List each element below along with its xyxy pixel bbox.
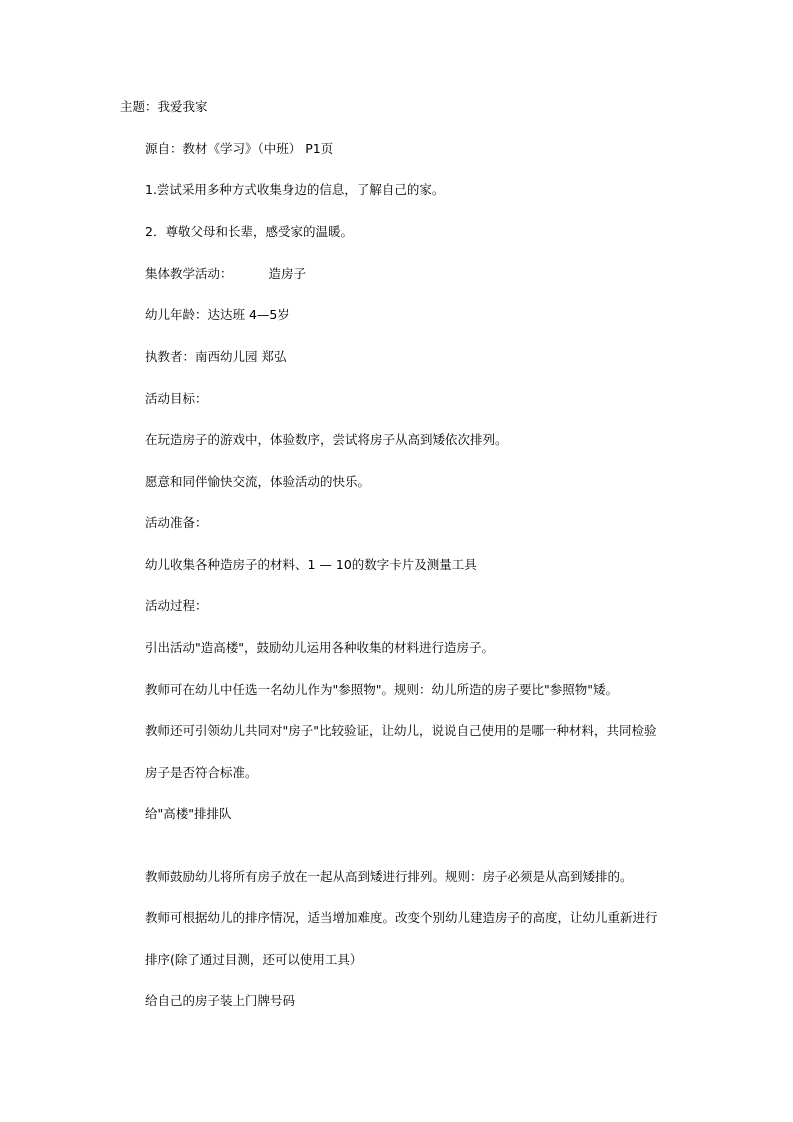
goal-2: 2．尊敬父母和长辈，感受家的温暖。 [145,224,353,239]
process-step-6a: 教师可根据幼儿的排序情况，适当增加难度。改变个别幼儿建造房子的高度，让幼儿重新进行 [145,910,658,925]
process-step-1: 引出活动"造高楼"，鼓励幼儿运用各种收集的材料进行造房子。 [145,640,495,655]
process-step-7: 给自己的房子装上门牌号码 [145,993,296,1008]
process-step-4: 给"高楼"排排队 [145,806,232,821]
activity-line [145,266,306,282]
objective-1: 在玩造房子的游戏中，体验数序，尝试将房子从高到矮依次排列。 [145,432,508,447]
process-step-3b: 房子是否符合标准。 [145,765,258,780]
teacher-line: 执教者：南西幼儿园 郑弘 [145,349,287,364]
goal-1: 1.尝试采用多种方式收集身边的信息，了解自己的家。 [145,182,445,197]
objectives-heading: 活动目标： [145,391,208,406]
source-line: 源自：教材《学习》（中班） P1页 [145,141,334,156]
process-step-6b: 排序(除了通过目测，还可以使用工具） [145,952,363,967]
age-line: 幼儿年龄：达达班 4—5岁 [145,307,290,322]
process-step-3a: 教师还可引领幼儿共同对"房子"比较验证，让幼儿，说说自己使用的是哪一种材料，共同检验 [145,723,657,738]
activity-name: 造房子 [268,266,307,281]
process-step-2: 教师可在幼儿中任选一名幼儿作为"参照物"。规则：幼儿所造的房子要比"参照物"矮。 [145,682,618,697]
theme-line: 主题：我爱我家 [120,99,208,114]
activity-label: 集体教学活动： [145,266,233,281]
process-step-5: 教师鼓励幼儿将所有房子放在一起从高到矮进行排列。规则：房子必须是从高到矮排的。 [145,869,633,884]
objective-2: 愿意和同伴愉快交流，体验活动的快乐。 [145,474,371,489]
process-heading: 活动过程： [145,598,208,613]
prep-heading: 活动准备： [145,515,208,530]
prep-item: 幼儿收集各种造房子的材料、1 — 10的数字卡片及测量工具 [145,557,477,572]
